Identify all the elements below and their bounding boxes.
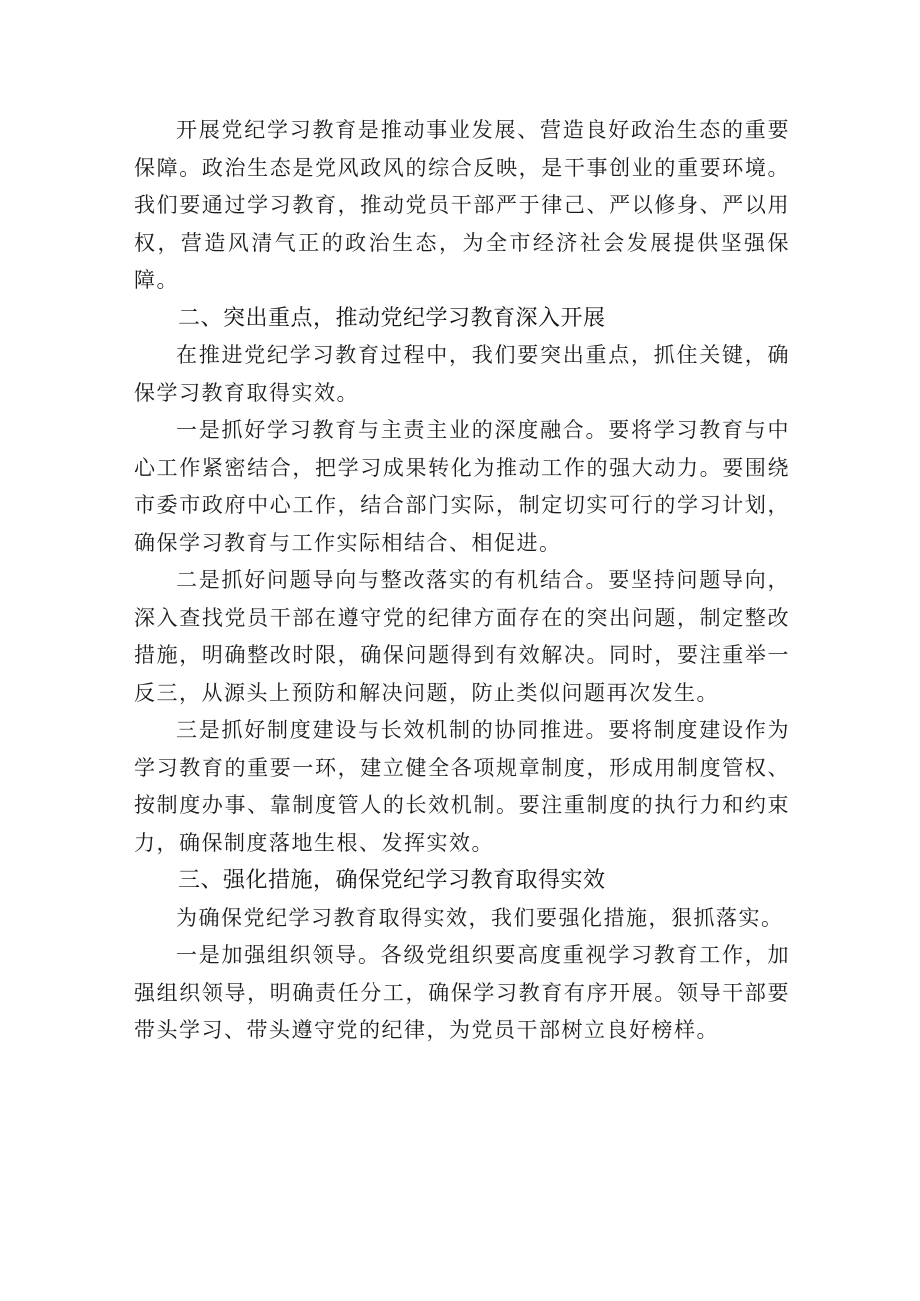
paragraph-intro: 开展党纪学习教育是推动事业发展、营造良好政治生态的重要保障。政治生态是党风政风的综合反映，是干事创业的重要环境。我们要通过学习教育，推动党员干部严于律己、严以修身、严以用权，营造风清气正的政治生态，为全市经济社会发展提供坚强保障。 [134,118,790,292]
section-heading-2: 二、突出重点，推动党纪学习教育深入开展 [178,305,606,331]
paragraph-section3-lead: 为确保党纪学习教育取得实效，我们要强化措施，狠抓落实。 [176,905,784,930]
section-heading-3: 三、强化措施，确保党纪学习教育取得实效 [178,868,606,893]
paragraph-section2-point3: 三是抓好制度建设与长效机制的协同推进。要将制度建设作为学习教育的重要一环，建立健全各项规章制度，形成用制度管权、按制度办事、靠制度管人的长效机制。要注重制度的执行力和约束力，确保制度落地生根、发挥实效。 [134,718,790,855]
document-body [134,112,790,1050]
paragraph-section2-point1: 一是抓好学习教育与主责主业的深度融合。要将学习教育与中心工作紧密结合，把学习成果转化为推动工作的强大动力。要围绕市委市政府中心工作，结合部门实际，制定切实可行的学习计划，确保学习教育与工作实际相结合、相促进。 [134,418,790,555]
paragraph-section2-point2: 二是抓好问题导向与整改落实的有机结合。要坚持问题导向，深入查找党员干部在遵守党的纪律方面存在的突出问题，制定整改措施，明确整改时限，确保问题得到有效解决。同时，要注重举一反三，从源头上预防和解决问题，防止类似问题再次发生。 [134,568,790,705]
paragraph-section2-lead: 在推进党纪学习教育过程中，我们要突出重点，抓住关键，确保学习教育取得实效。 [134,343,790,405]
paragraph-section3-point1: 一是加强组织领导。各级党组织要高度重视学习教育工作，加强组织领导，明确责任分工，确保学习教育有序开展。领导干部要带头学习、带头遵守党的纪律，为党员干部树立良好榜样。 [134,943,790,1042]
